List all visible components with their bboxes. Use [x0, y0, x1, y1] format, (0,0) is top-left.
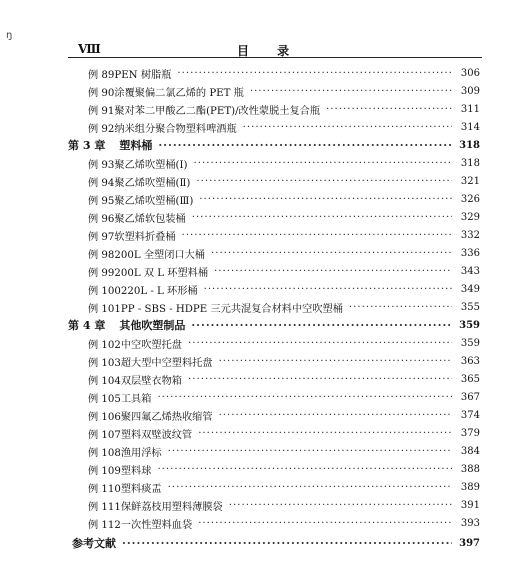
page-title: 目 录: [237, 44, 302, 58]
entry-title: 聚乙烯吹塑桶(Ⅲ): [114, 195, 194, 207]
dot-leader: [122, 537, 452, 550]
entry-number: 例 112: [88, 519, 121, 531]
dot-leader: [196, 176, 452, 187]
entry-page-number: 336: [460, 247, 480, 259]
header-rule: [68, 57, 482, 58]
entry-number: 例 107: [88, 429, 121, 441]
page-header: [0, 42, 506, 56]
entry-page-number: 321: [460, 175, 480, 187]
dot-leader: [243, 122, 452, 133]
dot-leader: [188, 374, 452, 385]
entry-title: 聚乙烯软包装桶: [114, 213, 186, 225]
entry-number: 例 111: [88, 501, 121, 513]
entry-title: 塑料球: [120, 465, 152, 477]
dot-leader: [157, 464, 452, 475]
toc-entry: [88, 118, 480, 136]
dot-leader: [191, 319, 452, 332]
entry-title: 中空吹塑托盘: [120, 339, 182, 351]
entry-number: 例 106: [88, 411, 121, 423]
entry-number: 例 93: [88, 159, 115, 171]
entry-number: 例 102: [88, 339, 121, 351]
entry-page-number: 384: [460, 445, 480, 457]
entry-page-number: 329: [460, 211, 480, 223]
entry-title: 保鲜荔枝用塑料薄膜袋: [120, 501, 223, 513]
entry-page-number: 355: [460, 301, 480, 313]
entry-number: 例 90: [88, 87, 115, 99]
toc-entry: [88, 244, 480, 262]
entry-page-number: 391: [460, 499, 480, 511]
entry-title: 聚四氟乙烯热收缩管: [120, 411, 213, 423]
dot-leader: [168, 482, 452, 493]
entry-number: 例 104: [88, 375, 121, 387]
dot-leader: [214, 266, 452, 277]
entry-title: PP - SBS - HDPE 三元共混复合材料中空吹塑桶: [120, 303, 343, 315]
dot-leader: [194, 158, 453, 169]
entry-title: 软塑料折叠桶: [114, 231, 176, 243]
entry-number: 例 108: [88, 447, 121, 459]
toc-entry: [88, 514, 480, 532]
toc-entry: [88, 64, 480, 82]
entry-title: 其他吹塑制品: [119, 319, 186, 332]
dot-leader: [326, 104, 452, 115]
entry-title: 200L 双 L 环塑料桶: [114, 267, 209, 279]
entry-title: 塑料双壁波纹管: [120, 429, 193, 441]
entry-number: 例 101: [88, 303, 121, 315]
dot-leader: [157, 392, 452, 403]
dot-leader: [219, 410, 452, 421]
entry-number: 例 96: [88, 213, 115, 225]
entry-title: 塑料痰盂: [120, 483, 162, 495]
dot-leader: [199, 194, 452, 205]
dot-leader: [204, 284, 452, 295]
toc-entry: [88, 478, 480, 496]
toc-references: [72, 534, 480, 552]
entry-number: 例 91: [88, 105, 115, 117]
corner-mark: ŋ: [6, 30, 13, 41]
entry-page-number: 359: [460, 337, 480, 349]
entry-number: 例 109: [88, 465, 121, 477]
toc-entry: [88, 496, 480, 514]
entry-page-number: 318: [460, 157, 480, 169]
toc-entry: [88, 154, 480, 172]
toc-entry: [88, 424, 480, 442]
toc-entry: [88, 460, 480, 478]
entry-page-number: 326: [460, 193, 480, 205]
toc-entry: [88, 388, 480, 406]
page-number: Ⅷ: [78, 42, 101, 56]
dot-leader: [168, 446, 452, 457]
entry-title: 聚乙烯吹塑桶(Ⅱ): [114, 177, 191, 189]
toc-entry: [88, 100, 480, 118]
dot-leader: [177, 68, 452, 79]
toc-entry: [88, 208, 480, 226]
toc-entry: [88, 406, 480, 424]
entry-page-number: 389: [460, 481, 480, 493]
entry-page-number: 349: [460, 283, 480, 295]
entry-page-number: 309: [460, 85, 480, 97]
entry-title: 渔用浮标: [120, 447, 162, 459]
entry-number: 例 99: [88, 267, 115, 279]
toc-chapter: [68, 136, 480, 154]
dot-leader: [198, 428, 452, 439]
entry-page-number: 332: [460, 229, 480, 241]
dot-leader: [188, 338, 452, 349]
entry-title: 塑料桶: [119, 139, 153, 152]
entry-page-number: 314: [460, 121, 480, 133]
toc-entry: [88, 352, 480, 370]
entry-number: 例 105: [88, 393, 121, 405]
entry-page-number: 365: [460, 373, 480, 385]
toc-entry: [88, 298, 480, 316]
entry-number: 例 89: [88, 69, 115, 81]
dot-leader: [219, 356, 452, 367]
dot-leader: [182, 230, 452, 241]
entry-page-number: 318: [459, 139, 480, 151]
entry-title: 220L - L 环形桶: [120, 285, 198, 297]
dot-leader: [250, 86, 452, 97]
entry-page-number: 397: [459, 537, 480, 549]
entry-title: 一次性塑料血袋: [120, 519, 193, 531]
entry-page-number: 379: [460, 427, 480, 439]
entry-title: 工具箱: [120, 393, 152, 405]
entry-number: 第 4 章: [68, 319, 106, 332]
entry-title: 聚对苯二甲酸乙二酯(PET)/改性蒙脱土复合瓶: [114, 105, 321, 117]
entry-title: 参考文献: [72, 537, 116, 550]
toc-entry: [88, 370, 480, 388]
entry-page-number: 367: [460, 391, 480, 403]
toc-entry: [88, 190, 480, 208]
dot-leader: [158, 139, 452, 152]
entry-page-number: 359: [459, 319, 480, 331]
toc-entry: [88, 334, 480, 352]
dot-leader: [349, 302, 452, 313]
entry-page-number: 363: [460, 355, 480, 367]
entry-page-number: 388: [460, 463, 480, 475]
entry-title: 涂覆聚偏二氯乙烯的 PET 瓶: [114, 87, 244, 99]
toc-entry: [88, 82, 480, 100]
dot-leader: [211, 248, 452, 259]
dot-leader: [192, 212, 452, 223]
entry-page-number: 374: [460, 409, 480, 421]
toc-entry: [88, 280, 480, 298]
entry-number: 例 100: [88, 285, 121, 297]
entry-title: PEN 树脂瓶: [114, 69, 172, 81]
entry-number: 例 95: [88, 195, 115, 207]
entry-number: 第 3 章: [68, 139, 106, 152]
entry-title: 聚乙烯吹塑桶(Ⅰ): [114, 159, 188, 171]
entry-title: 纳米组分聚合物塑料啤酒瓶: [114, 123, 237, 135]
toc-entry: [88, 172, 480, 190]
toc-entry: [88, 262, 480, 280]
entry-number: 例 97: [88, 231, 115, 243]
toc-chapter: [68, 316, 480, 334]
entry-page-number: 343: [460, 265, 480, 277]
toc-entry: [88, 442, 480, 460]
entry-page-number: 393: [460, 517, 480, 529]
dot-leader: [229, 500, 452, 511]
entry-number: 例 103: [88, 357, 121, 369]
entry-number: 例 110: [88, 483, 121, 495]
entry-number: 例 92: [88, 123, 115, 135]
entry-page-number: 306: [460, 67, 480, 79]
toc-entry: [88, 226, 480, 244]
entry-title: 双层壁衣物箱: [120, 375, 182, 387]
entry-page-number: 311: [460, 103, 480, 115]
dot-leader: [198, 518, 452, 529]
entry-number: 例 98: [88, 249, 115, 261]
entry-title: 超大型中空塑料托盘: [120, 357, 213, 369]
entry-number: 例 94: [88, 177, 115, 189]
entry-title: 200L 全塑闭口大桶: [114, 249, 205, 261]
